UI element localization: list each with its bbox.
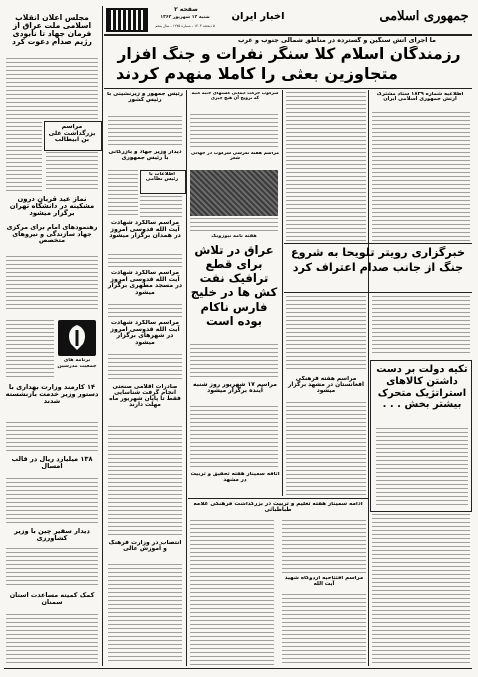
left-headline-5: ۱۴ کارمند وزارت بهداری با دستور وزیر خدمت بازنشسته شدند: [5, 384, 99, 405]
center-text-3: [190, 344, 278, 380]
left-headline-8: کمک کمیته مساعدت استان سمنان: [9, 592, 95, 606]
center-right-text-1: [286, 92, 366, 242]
middle-left-headline-3: اطلاعات با رئیس نظامی: [145, 172, 179, 183]
right-text-3: [376, 428, 468, 506]
left-headline-2: مراسم بزرگداشت علی بن ابیطالب: [48, 124, 96, 143]
middle-left-text-2: [108, 170, 138, 218]
left-text-8: [6, 548, 98, 588]
masthead-section: اخبار ایران: [231, 12, 285, 22]
right-text-4: [372, 514, 470, 664]
left-headline-7: دیدار سفیر چین با وزیر کشاورزی: [14, 528, 90, 542]
center-subhead-6: اتاقه سمینار هفته تحقیق و تربیت در مشهد: [190, 472, 280, 483]
lead-rule: [104, 88, 472, 89]
middle-left-text-4: [108, 254, 182, 268]
center-subhead-1: سرکوب حرکت ایمانی گستهای جنبه کنیه که ترویج آن هیچ چیزی: [191, 92, 279, 101]
left-column-divider: [102, 6, 103, 666]
center-subhead-2: مراسم ۱۷ شهریور روز شنبه آینده برگزار میشود: [193, 382, 277, 395]
center-subhead-7: ادامه سمینار هفته تعلیم و تربیت در بزرگداشت فرهنگی علامه طباطبائی: [193, 502, 363, 513]
left-text-6: [6, 422, 98, 452]
left-headline-6: ۱۳۸ میلیارد ریال در قالب امسال: [11, 456, 93, 470]
left-text-7: [6, 478, 98, 524]
left-text-3: [46, 152, 98, 192]
middle-left-text-5: [108, 304, 182, 318]
lower-center-text-3: [282, 594, 366, 666]
lower-center-text-2: [282, 520, 366, 574]
society-logo: [58, 320, 96, 356]
left-headline-4: رهنمودهای امام برای مرکزی جهاد سازندگی و نیروهای متخصص: [6, 224, 98, 245]
right-text-1: [372, 112, 470, 242]
middle-left-headline-2: دیدار وزیر جهاد و بازرگانی با رئیس جمهوری: [108, 150, 182, 161]
center-right-text-3: [286, 402, 366, 498]
middle-left-text-7: [108, 426, 182, 538]
masthead-rule: [104, 34, 472, 36]
center-subhead-3: مراسم هفته فرهنگی افغانستان در مشهد برگزار میشود: [288, 376, 364, 395]
lower-center-rule: [188, 498, 368, 499]
middle-left-headline-6: مراسم سالگرد شهادت آیت الله قدوسی امروز در شهرهای برگزار میشود: [110, 320, 180, 346]
middle-left-text-6: [108, 354, 182, 382]
page-bottom-rule: [4, 668, 472, 669]
masthead-logo-box: [106, 8, 148, 32]
middle-left-headline-8: انتصاب در وزارت فرهنگ و آموزش عالی: [108, 540, 182, 553]
logo-caption: برنامه های جمعیت مدرسین: [57, 358, 97, 369]
center-right-text-2: [286, 296, 366, 372]
left-text-5: [6, 320, 54, 380]
masthead-title: جمهوری اسلامی: [379, 10, 469, 24]
center-headline: عراق در تلاش برای قطع ترافیک نفت کش ها در خلیج فارس ناکام بوده است: [190, 243, 278, 328]
left-text-4: [6, 256, 98, 312]
emblem-icon: [58, 320, 96, 356]
right-lower-headline: تکیه دولت بر دست داشتن کالاهای استراتژیک متحرک بیشتر بخش . . .: [376, 364, 468, 411]
center-right-lower-divider: [368, 296, 369, 666]
middle-left-headline-1: رئیس جمهور و زیرنشینی با رئیس کشور: [107, 92, 183, 103]
masthead-page-label: صفحه ۲: [174, 7, 198, 13]
reuters-rule-top: [284, 243, 472, 244]
middle-left-headline-5: مراسم سالگرد شهادت آیت الله قدوسی امروز در مسجد مطهری برگزار میشود: [107, 270, 183, 296]
masthead-issue: ۵ ذیحجه ۱۴۰۳ ـ شماره ۱۲۷۵ ـ سال پنجم: [155, 24, 215, 28]
right-top-headline: اطلاعیه شماره ۱۸۳۹ ستاد مشترک ارتش جمهوری اسلامی ایران: [376, 92, 464, 103]
center-kicker: هفته نامه نیوزویک: [211, 234, 257, 239]
middle-left-headline-4: مراسم سالگرد شهادت آیت الله قدوسی امروز در همدان برگزار میشود: [109, 220, 181, 239]
left-headline-1: مجلس اعلان انقلاب اسلامی ملت عراق از فرمان جهاد تا نابودی رژیم صدام دعوت کرد: [12, 14, 92, 46]
lead-kicker: ما اجرای آتش سنگین و گسترده در مناطق شمالی جنوب و غرب: [238, 37, 436, 44]
center-photo: [190, 170, 278, 216]
middle-left-divider: [186, 90, 187, 666]
reuters-rule-bottom: [284, 292, 472, 293]
middle-left-text-8: [108, 564, 182, 664]
middle-left-headline-7: صادرات اقلامی صنعتی انجام گرفت شناسایی فقط تا پایان شهریور ماه مهلت دارند: [109, 384, 181, 409]
center-subhead-5: مراسم هفته نگرشی سرکوب در جهانی شعر: [191, 152, 279, 161]
lower-center-text-1: [190, 520, 274, 666]
lead-headline-1: رزمندگان اسلام کلا سنگر نفرات و جنگ افزار: [117, 46, 461, 63]
right-text-2: [372, 296, 470, 356]
left-text-1: [6, 58, 98, 120]
lead-headline-2: متجاوزین بعثی را کاملا منهدم کردند: [116, 66, 398, 83]
left-headline-3: نماز عید قربان درون مشکینه در دانشگاه تهران برگزار میشود: [9, 196, 95, 218]
center-divider: [282, 90, 283, 496]
masthead-date: شنبه ۱۲ شهریور ۱۳۶۲: [160, 15, 210, 20]
left-text-2: [6, 122, 42, 192]
left-text-9: [6, 614, 98, 664]
center-text-2: [190, 218, 278, 232]
reuters-headline: خبرگزاری رویتر تلویحا به شروع جنگ از جانب صدام اعتراف کرد: [290, 246, 466, 274]
center-text-4: [190, 406, 278, 470]
center-subhead-4: مراسم افتتاحیه اردوگاه شهید آیت الله: [284, 576, 364, 587]
middle-left-text-1: [108, 116, 182, 146]
center-text-1: [190, 114, 278, 150]
middle-left-text-3: [140, 196, 182, 218]
